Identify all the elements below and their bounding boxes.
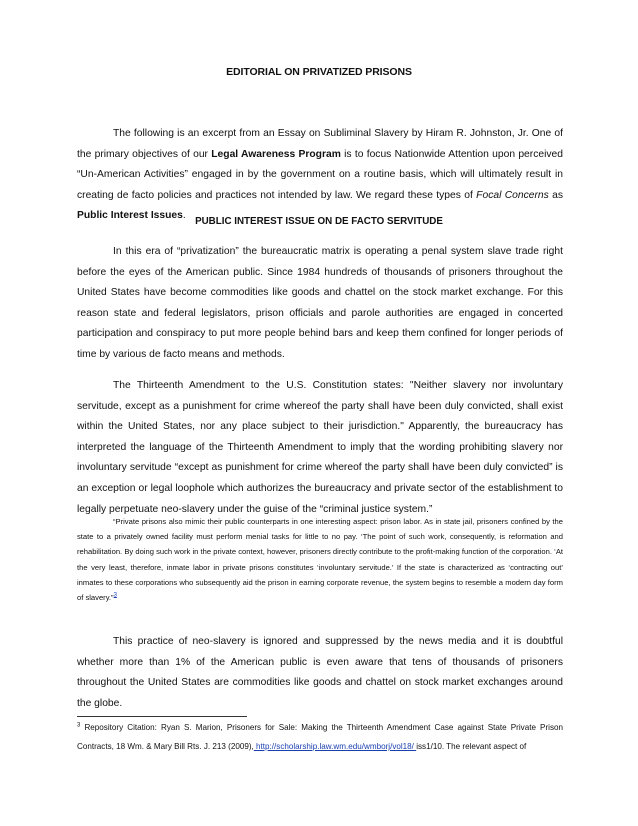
paragraph-thirteenth-amendment-text: The Thirteenth Amendment to the U.S. Constitution states: "Neither slavery nor involuntary servitude, except as a punishment for crime whereof the party shall have been duly convicted, shall exist within the United States, nor any place subject to their jurisdiction." Apparently, the bureaucracy has interpreted the language of the Thirteenth Amendment to imply that the wording prohibiting slavery nor involuntary servitude “except as punishment for crime whereof the party shall have been duly convicted” is an exception or legal loophole which authorizes the bureaucracy and private sector of the establishment to legally perpetuate neo-slavery under the guise of the “criminal justice system.” [77, 380, 563, 515]
document-title: EDITORIAL ON PRIVATIZED PRISONS [226, 66, 412, 78]
footnote-reference-link[interactable]: 3 [113, 592, 117, 599]
footnote-text-1: Repository Citation: Ryan S. Marion, Prisoners for Sale: Making the Thirteenth Amendment Case against State Private Prison Contracts, 18 Wm. & Mary Bill Rts. J. 213 (2009), [77, 723, 563, 751]
public-interest-issues: Public Interest Issues [77, 210, 183, 222]
block-quote-text: “Private prisons also mimic their public counterparts in one interesting aspect: prison labor. As in state jail, prisoners confined by the state to a privately owned facility must perform menial tasks for little to no pay. ‘The point of such work, consequently, is reformation and rehabilitation. By doing such work in the private context, however, prisoners directly contribute to the profit-making function of the corporation. ‘At the very least, therefore, inmate labor in private prisons constitutes ‘involuntary servitude.’ If the state is characterized as ‘contracting out’ inmates to these corporations who subsequently aid the prison in earning corporate revenue, the system begins to resemble a modern day form of slavery.” [77, 517, 563, 603]
paragraph-privatization [77, 242, 563, 366]
footnote-number: 3 [77, 722, 81, 729]
intro-text-4: . [182, 210, 186, 222]
footnote-text-2: iss1/10. The relevant aspect of [416, 742, 527, 751]
focal-concerns: Focal Concerns [476, 189, 549, 201]
paragraph-thirteenth-amendment [77, 376, 563, 520]
paragraph-privatization-text: In this era of “privatization” the bureaucratic matrix is operating a penal system slave trade right before the eyes of the American public. Since 1984 hundreds of thousands of prisoners throughout the United States have become commodities like goods and chattel on the stock market exchange. For this reason state and federal legislators, prison officials and parole authorities are engaged in concerted participation and conspiracy to put more people behind bars and keep them confined for longer periods of time by various de facto means and methods. [77, 246, 563, 360]
section-subheading: PUBLIC INTEREST ISSUE ON DE FACTO SERVITUDE [195, 216, 443, 227]
legal-awareness-program: Legal Awareness Program [211, 148, 341, 160]
intro-text-1: The following is an excerpt from an Essay on Subliminal Slavery by Hiram R. Johnston, Jr. One of the primary objectives of our [77, 128, 563, 160]
intro-text-2: is to focus Nationwide Attention upon perceived “Un-American Activities” engaged in by the government on a routine basis, which will ultimately result in creating de facto policies and practices not intended by law. We regard these types of [77, 148, 563, 201]
footnote-divider [77, 716, 247, 717]
footnote [77, 718, 563, 756]
intro-paragraph [77, 124, 563, 227]
paragraph-neo-slavery [77, 632, 563, 714]
intro-text-3: as [548, 189, 563, 201]
paragraph-neo-slavery-text: This practice of neo-slavery is ignored and suppressed by the news media and it is doubtful whether more than 1% of the American public is even aware that tens of thousands of prisoners throughout the United States are commodities like goods and chattel on stock market exchanges around the globe. [77, 636, 563, 709]
footnote-url-link[interactable]: http://scholarship.law.wm.edu/wmborj/vol18/ [253, 742, 417, 751]
block-quote [77, 514, 563, 605]
